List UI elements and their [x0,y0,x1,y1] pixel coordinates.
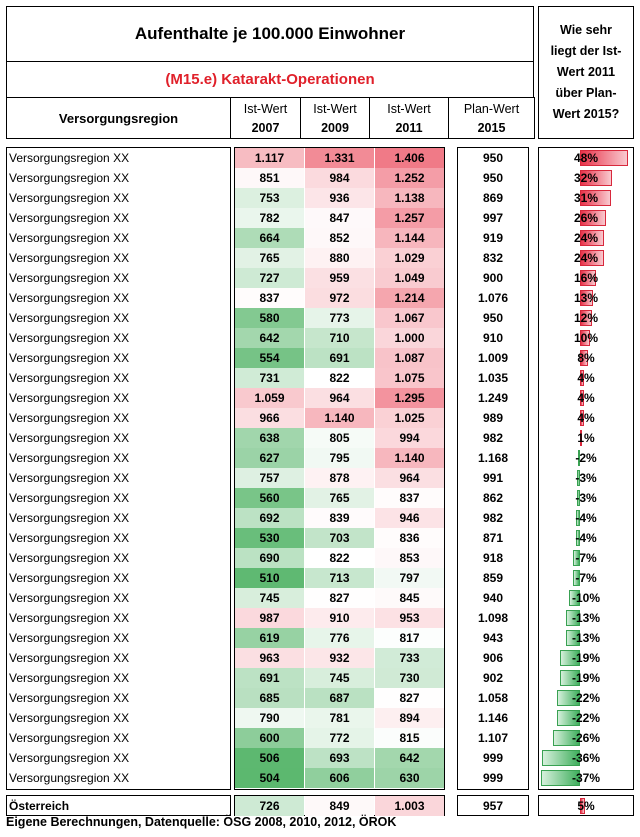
percent-cell [540,348,632,368]
plan-2015-value: 950 [482,311,504,325]
ist-2009-value: 878 [305,468,374,488]
ist-2009-value: 936 [305,188,374,208]
percent-cell [540,208,632,228]
ist-2011-value: 730 [375,668,444,688]
ist-2009-value: 880 [305,248,374,268]
percent-cell [540,728,632,748]
table-row [0,608,640,628]
percent-label: -13% [571,631,600,645]
table-row [0,528,640,548]
table-row [0,408,640,428]
header-plan-2015-label: Plan-Wert [463,102,520,116]
ist-2009-value: 1.140 [305,408,374,428]
ist-2011-value: 1.075 [375,368,444,388]
plan-2015-value: 902 [482,671,504,685]
ist-2009-value: 765 [305,488,374,508]
percent-label: -7% [575,551,597,565]
ist-2011-value: 836 [375,528,444,548]
percent-cell [540,508,632,528]
plan-2015-value: 940 [482,591,504,605]
ist-2009-value: 822 [305,548,374,568]
ist-2007-value: 619 [235,628,304,648]
ist-2007-value: 692 [235,508,304,528]
plan-2015-value: 859 [482,571,504,585]
ist-2009-value: 805 [305,428,374,448]
region-name: Versorgungsregion XX [9,471,130,485]
ist-2011-value: 953 [375,608,444,628]
table-row [0,268,640,288]
percent-cell [540,608,632,628]
ist-2007-value: 664 [235,228,304,248]
percent-cell [540,548,632,568]
percent-cell [540,388,632,408]
ist-2011-value: 853 [375,548,444,568]
header-ist-2011-year: 2011 [395,121,423,135]
ist-2007-value: 560 [235,488,304,508]
ist-2009-value: 781 [305,708,374,728]
ist-2009-value: 776 [305,628,374,648]
percent-cell [540,188,632,208]
region-name: Versorgungsregion XX [9,451,130,465]
region-name: Versorgungsregion XX [9,551,130,565]
total-row-content [0,796,640,816]
ist-2007-value: 554 [235,348,304,368]
percent-label: 13% [573,291,599,305]
table-row [0,248,640,268]
ist-2011-value: 815 [375,728,444,748]
percent-cell [540,428,632,448]
table-row [0,388,640,408]
percent-cell [540,308,632,328]
ist-2011-value: 1.252 [375,168,444,188]
ist-2011-value: 964 [375,468,444,488]
plan-2015-value: 999 [482,751,504,765]
percent-cell [540,368,632,388]
percent-cell [540,628,632,648]
ist-2009-value: 710 [305,328,374,348]
ist-2009-value: 772 [305,728,374,748]
plan-2015-value: 1.146 [477,711,509,725]
ist-2009-value: 687 [305,688,374,708]
ist-2007-value: 753 [235,188,304,208]
ist-2011-value: 837 [375,488,444,508]
percent-cell [540,648,632,668]
ist-2011-value: 1.087 [375,348,444,368]
percent-cell [540,796,632,816]
percent-label: 48% [573,151,599,165]
ist-2007-value: 638 [235,428,304,448]
percent-cell [540,268,632,288]
percent-cell [540,768,632,788]
plan-2015-value: 900 [482,271,504,285]
ist-2009-value: 745 [305,668,374,688]
plan-2015-value: 910 [482,331,504,345]
percent-label: -13% [571,611,600,625]
ist-2009-value: 984 [305,168,374,188]
ist-2007-value: 600 [235,728,304,748]
region-name: Versorgungsregion XX [9,211,130,225]
table-row [0,768,640,788]
plan-2015-value: 862 [482,491,504,505]
header-ist-2007-year: 2007 [251,121,280,135]
percent-label: -36% [571,751,600,765]
percent-cell [540,688,632,708]
plan-2015-value: 991 [482,471,504,485]
ist-2011-value: 1.025 [375,408,444,428]
ist-2007-value: 691 [235,668,304,688]
percent-label: -37% [571,771,600,785]
region-name: Versorgungsregion XX [9,351,130,365]
ist-2011-value: 1.049 [375,268,444,288]
plan-2015-value: 1.098 [477,611,509,625]
ist-2011-value: 827 [375,688,444,708]
ist-2011-value: 894 [375,708,444,728]
table-row [0,468,640,488]
percent-cell [540,228,632,248]
percent-label: 32% [573,171,599,185]
percent-cell [540,168,632,188]
percent-cell [540,528,632,548]
plan-2015-value: 1.035 [477,371,509,385]
percent-label: -4% [575,511,597,525]
plan-2015-value: 950 [482,151,504,165]
percent-label: -26% [571,731,600,745]
percent-label: 5% [577,799,595,813]
table-row [0,668,640,688]
percent-label: 4% [577,371,595,385]
ist-2007-value: 726 [235,796,304,816]
ist-2007-value: 987 [235,608,304,628]
table-row [0,748,640,768]
ist-2009-value: 693 [305,748,374,768]
ist-2009-value: 827 [305,588,374,608]
ist-2009-value: 910 [305,608,374,628]
ist-2007-value: 642 [235,328,304,348]
region-name: Versorgungsregion XX [9,631,130,645]
ist-2007-value: 963 [235,648,304,668]
percent-label: 24% [573,251,599,265]
ist-2007-value: 782 [235,208,304,228]
table-row [0,148,640,168]
table-row [0,188,640,208]
region-name: Versorgungsregion XX [9,531,130,545]
table-row [0,648,640,668]
plan-2015-value: 997 [482,211,504,225]
ist-2009-value: 795 [305,448,374,468]
region-name: Versorgungsregion XX [9,671,130,685]
plan-2015-value: 982 [482,431,504,445]
question-line-3: Wert 2011 [556,65,616,79]
plan-2015-value: 918 [482,551,504,565]
ist-2009-value: 959 [305,268,374,288]
ist-2007-value: 966 [235,408,304,428]
table-row [0,688,640,708]
table-row [0,288,640,308]
ist-2011-value: 642 [375,748,444,768]
ist-2007-value: 1.117 [235,148,304,168]
percent-label: 10% [573,331,599,345]
ist-2011-value: 1.003 [375,796,444,816]
ist-2007-value: 731 [235,368,304,388]
region-name: Versorgungsregion XX [9,291,130,305]
percent-label: -3% [575,491,597,505]
table-row [0,488,640,508]
table-row [0,448,640,468]
question-line-5: Wert 2015? [552,107,620,121]
ist-2011-value: 630 [375,768,444,788]
plan-2015-value: 943 [482,631,504,645]
region-name: Österreich [9,799,70,813]
table-row [0,328,640,348]
ist-2011-value: 797 [375,568,444,588]
question-line-4: über Plan- [555,86,617,100]
percent-cell [540,588,632,608]
region-name: Versorgungsregion XX [9,731,130,745]
ist-2011-value: 1.214 [375,288,444,308]
percent-label: -4% [575,531,597,545]
percent-cell [540,448,632,468]
ist-2007-value: 530 [235,528,304,548]
ist-2007-value: 685 [235,688,304,708]
ist-2011-value: 1.406 [375,148,444,168]
ist-2007-value: 745 [235,588,304,608]
source-footnote: Eigene Berechnungen, Datenquelle: ÖSG 2008, 2010, 2012, ÖROK [6,815,397,829]
ist-2011-value: 1.029 [375,248,444,268]
ist-2011-value: 946 [375,508,444,528]
plan-2015-value: 1.168 [477,451,509,465]
ist-2007-value: 727 [235,268,304,288]
region-name: Versorgungsregion XX [9,151,130,165]
region-name: Versorgungsregion XX [9,571,130,585]
percent-cell [540,248,632,268]
page-title: Aufenthalte je 100.000 Einwohner [6,6,534,62]
ist-2011-value: 1.000 [375,328,444,348]
ist-2011-value: 845 [375,588,444,608]
plan-2015-value: 950 [482,171,504,185]
percent-label: 26% [573,211,599,225]
region-name: Versorgungsregion XX [9,331,130,345]
ist-2009-value: 606 [305,768,374,788]
ist-2009-value: 964 [305,388,374,408]
header-ist-2009-label: Ist-Wert [313,102,357,116]
region-name: Versorgungsregion XX [9,191,130,205]
header-ist-2007 [230,97,301,139]
page-subtitle: (M15.e) Katarakt-Operationen [6,61,534,98]
ist-2007-value: 757 [235,468,304,488]
percent-label: -7% [575,571,597,585]
table-row [0,168,640,188]
percent-cell [540,328,632,348]
region-name: Versorgungsregion XX [9,591,130,605]
table-row [0,708,640,728]
ist-2011-value: 1.138 [375,188,444,208]
percent-cell [540,288,632,308]
ist-2011-value: 817 [375,628,444,648]
plan-2015-value: 989 [482,411,504,425]
ist-2007-value: 765 [235,248,304,268]
ist-2009-value: 691 [305,348,374,368]
percent-label: 4% [577,391,595,405]
region-name: Versorgungsregion XX [9,411,130,425]
ist-2011-value: 733 [375,648,444,668]
ist-2007-value: 627 [235,448,304,468]
plan-2015-value: 919 [482,231,504,245]
ist-2009-value: 847 [305,208,374,228]
percent-label: 31% [573,191,599,205]
ist-2009-value: 773 [305,308,374,328]
table-row [0,428,640,448]
table-row [0,508,640,528]
table-row [0,348,640,368]
header-question [538,6,634,139]
region-name: Versorgungsregion XX [9,651,130,665]
region-name: Versorgungsregion XX [9,431,130,445]
plan-2015-value: 1.107 [477,731,509,745]
plan-2015-value: 957 [482,799,504,813]
ist-2009-value: 713 [305,568,374,588]
plan-2015-value: 869 [482,191,504,205]
percent-cell [540,408,632,428]
percent-label: -19% [571,671,600,685]
table-row [0,308,640,328]
region-name: Versorgungsregion XX [9,311,130,325]
plan-2015-value: 999 [482,771,504,785]
percent-cell [540,748,632,768]
ist-2011-value: 994 [375,428,444,448]
ist-2009-value: 932 [305,648,374,668]
percent-label: -22% [571,711,600,725]
plan-2015-value: 1.009 [477,351,509,365]
ist-2009-value: 839 [305,508,374,528]
region-name: Versorgungsregion XX [9,711,130,725]
percent-label: 4% [577,411,595,425]
plan-2015-value: 1.076 [477,291,509,305]
ist-2007-value: 506 [235,748,304,768]
region-name: Versorgungsregion XX [9,171,130,185]
ist-2007-value: 837 [235,288,304,308]
table-row [0,728,640,748]
ist-2007-value: 790 [235,708,304,728]
ist-2007-value: 510 [235,568,304,588]
region-name: Versorgungsregion XX [9,691,130,705]
header-ist-2011-label: Ist-Wert [387,102,431,116]
header-ist-2011 [369,97,449,139]
region-name: Versorgungsregion XX [9,271,130,285]
percent-label: -3% [575,471,597,485]
header-ist-2009 [300,97,370,139]
ist-2009-value: 822 [305,368,374,388]
plan-2015-value: 906 [482,651,504,665]
percent-label: -10% [571,591,600,605]
header-region: Versorgungsregion [6,97,231,139]
region-name: Versorgungsregion XX [9,231,130,245]
percent-cell [540,468,632,488]
percent-label: 8% [577,351,595,365]
percent-cell [540,148,632,168]
percent-label: -19% [571,651,600,665]
region-name: Versorgungsregion XX [9,491,130,505]
question-line-2: liegt der Ist- [550,44,622,58]
table-row [0,228,640,248]
table-row [0,548,640,568]
percent-label: -2% [575,451,597,465]
table-row [0,568,640,588]
ist-2009-value: 1.331 [305,148,374,168]
plan-2015-value: 1.058 [477,691,509,705]
percent-label: 24% [573,231,599,245]
header-ist-2009-year: 2009 [321,121,349,135]
percent-cell [540,488,632,508]
ist-2009-value: 703 [305,528,374,548]
region-name: Versorgungsregion XX [9,391,130,405]
plan-2015-value: 871 [482,531,504,545]
plan-2015-value: 982 [482,511,504,525]
region-name: Versorgungsregion XX [9,611,130,625]
region-name: Versorgungsregion XX [9,751,130,765]
table-row [0,368,640,388]
region-name: Versorgungsregion XX [9,771,130,785]
ist-2011-value: 1.257 [375,208,444,228]
ist-2007-value: 851 [235,168,304,188]
question-line-1: Wie sehr [560,23,612,37]
percent-cell [540,568,632,588]
ist-2011-value: 1.295 [375,388,444,408]
percent-label: 1% [577,431,595,445]
percent-cell [540,708,632,728]
table-row [0,628,640,648]
ist-2011-value: 1.140 [375,448,444,468]
header-ist-2007-label: Ist-Wert [243,102,288,116]
table-row [0,588,640,608]
region-name: Versorgungsregion XX [9,371,130,385]
percent-cell [540,668,632,688]
header-plan-2015-year: 2015 [477,121,506,135]
ist-2007-value: 690 [235,548,304,568]
percent-label: 16% [573,271,599,285]
ist-2011-value: 1.144 [375,228,444,248]
ist-2007-value: 504 [235,768,304,788]
ist-2009-value: 972 [305,288,374,308]
plan-2015-value: 1.249 [477,391,509,405]
table-row [0,208,640,228]
ist-2009-value: 849 [305,796,374,816]
region-name: Versorgungsregion XX [9,511,130,525]
plan-2015-value: 832 [482,251,504,265]
ist-2007-value: 1.059 [235,388,304,408]
ist-2009-value: 852 [305,228,374,248]
percent-label: -22% [571,691,600,705]
region-name: Versorgungsregion XX [9,251,130,265]
percent-label: 12% [573,311,599,325]
header-plan-2015 [448,97,535,139]
ist-2011-value: 1.067 [375,308,444,328]
ist-2007-value: 580 [235,308,304,328]
